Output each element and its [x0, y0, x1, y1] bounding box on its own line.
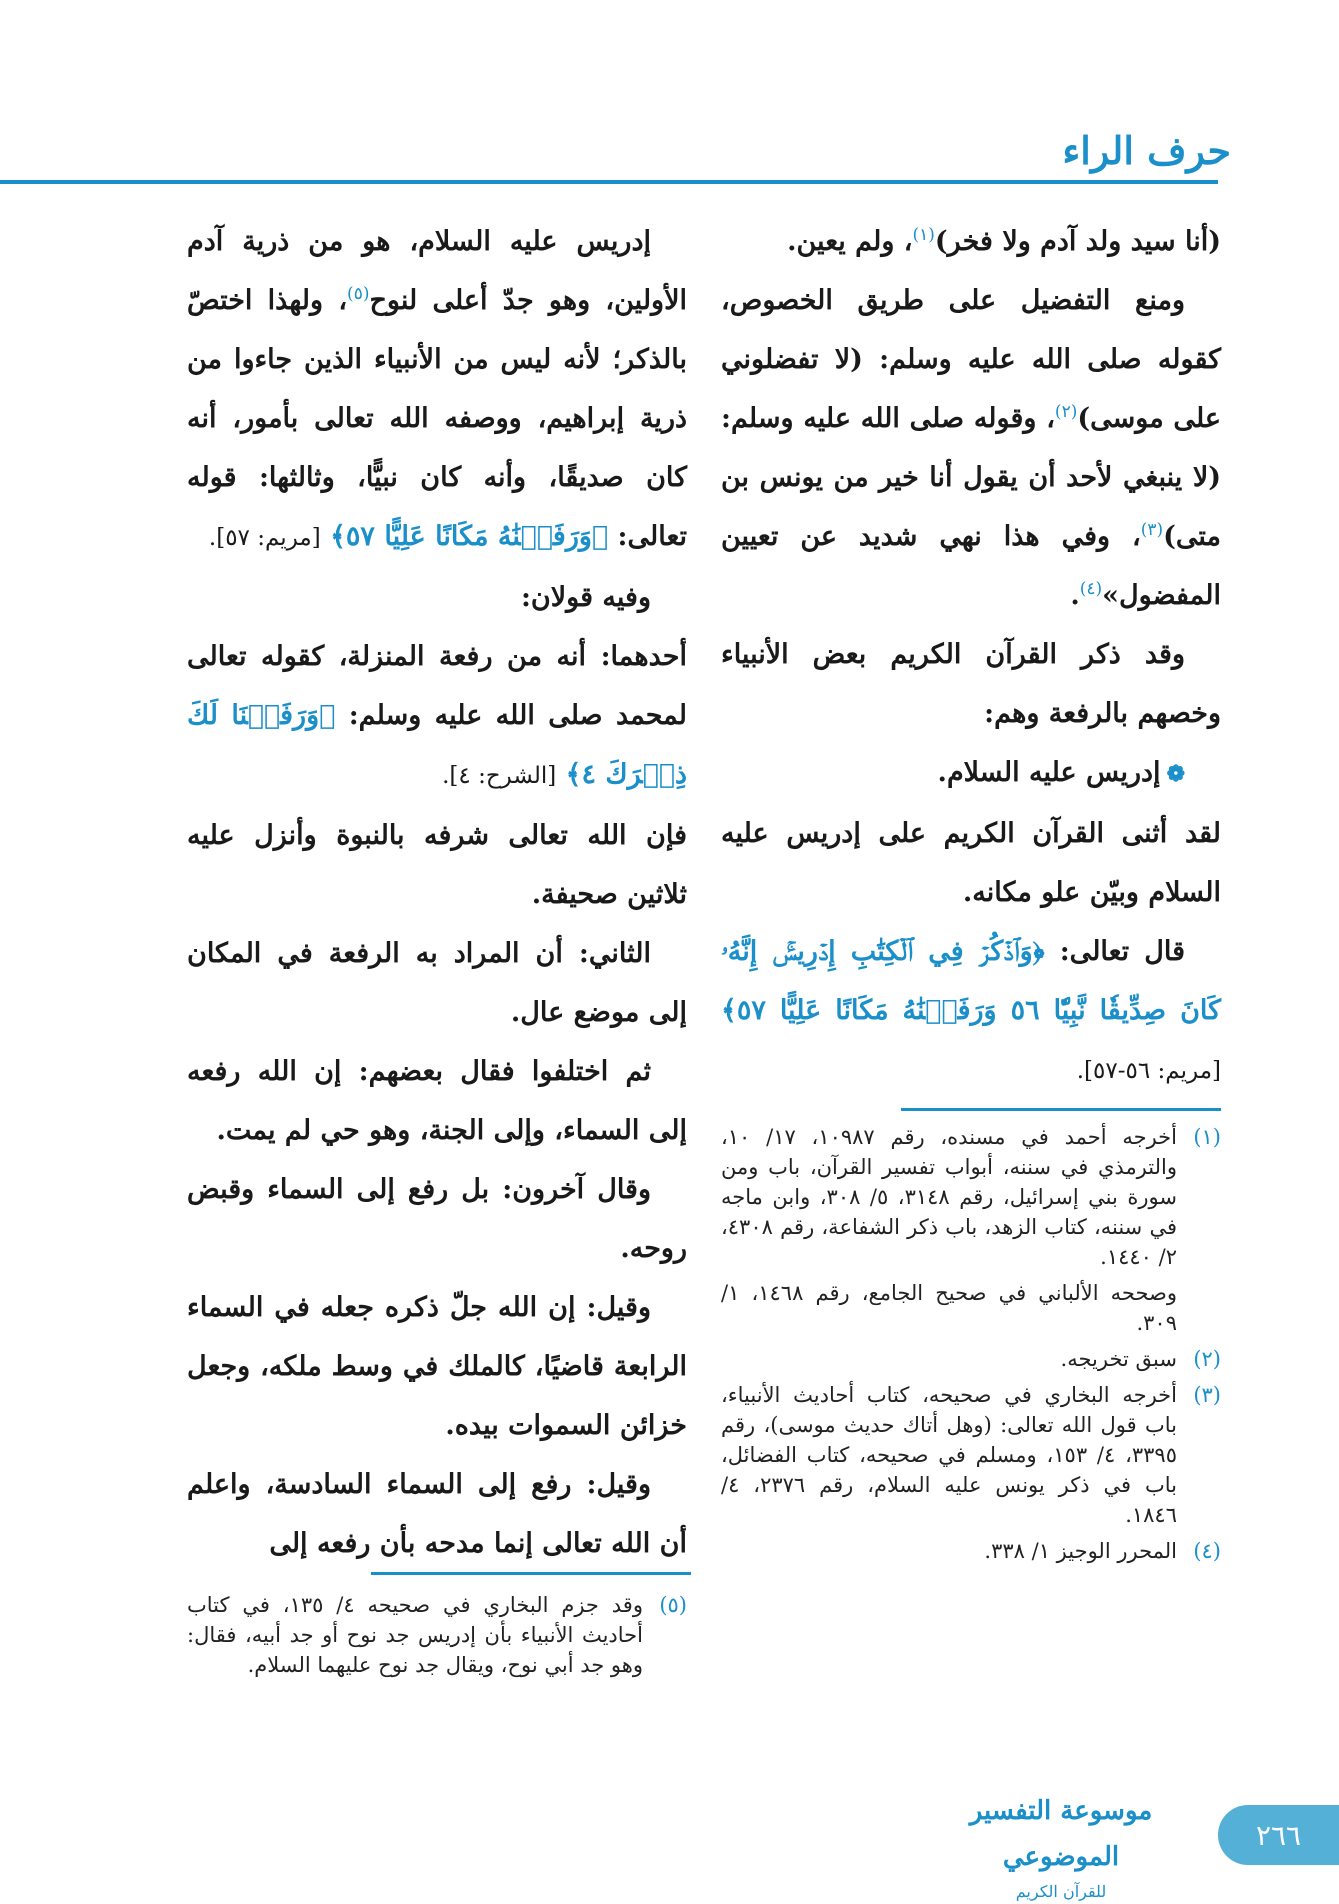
paragraph: (أنا سيد ولد آدم ولا فخر)$^{(١)}$، ولم يعين.	[787, 225, 1221, 257]
footnote-ref[interactable]: (٢)	[1054, 402, 1078, 422]
paragraph: وقد ذكر القرآن الكريم بعض الأنبياء وخصهم بالرفعة وهم:	[721, 639, 1221, 729]
paragraph: إدريس عليه السلام، هو من ذرية آدم الأولين، وهو جدّ أعلى لنوح$^{(٥)}$، ولهذا اختصّ بالذكر؛ لأنه ليس من الأنبياء الذين جاءوا من ذرية إبراهيم، ووصفه الله تعالى بأمور، أنه كان صديقًا، وأنه كان نبيًّا، وثالثها: قوله تعالى: ﴿وَرَفَعۡنَٰهُ مَكَانًا عَلِيًّا ٥٧﴾ [مريم: ٥٧].	[187, 226, 687, 552]
footnote-ref[interactable]: (٣)	[1140, 520, 1164, 540]
paragraph: لقد أثنى القرآن الكريم على إدريس عليه السلام وبيّن علو مكانه.	[721, 818, 1221, 908]
quran-verse: ﴿وَرَفَعۡنَا لَكَ ذِكۡرَكَ ٤﴾	[187, 700, 687, 790]
footnote: (٢) سبق تخريجه.	[1060, 1347, 1221, 1371]
footnote-divider	[901, 1108, 1221, 1111]
paragraph: قال تعالى: ﴿وَٱذۡكُرۡ فِي ٱلۡكِتَٰبِ إِدۡرِيسَۚ إِنَّهُۥ كَانَ صِدِّيقٗا نَّبِيّٗا ٥٦ وَرَفَعۡنَٰهُ مَكَانًا عَلِيًّا ٥٧﴾ [مريم: ٥٦-٥٧].	[721, 936, 1221, 1084]
quran-verse: ﴿وَٱذۡكُرۡ فِي ٱلۡكِتَٰبِ إِدۡرِيسَۚ إِنَّهُۥ كَانَ صِدِّيقٗا نَّبِيّٗا ٥٦ وَرَفَعۡنَٰهُ مَكَانًا عَلِيًّا ٥٧﴾	[721, 936, 1221, 1026]
footnote: (٣) أخرجه البخاري في صحيحه، كتاب أحاديث الأنبياء، باب قول الله تعالى: (وهل أتاك حديث موسى)، رقم ٣٣٩٥، ٤/ ١٥٣، ومسلم في صحيحه، كتاب الفضائل، باب في ذكر يونس عليه السلام، رقم ٢٣٧٦، ٤/ ١٨٤٦.	[721, 1383, 1221, 1527]
paragraph: وفيه قولان:	[520, 582, 651, 613]
footnote-continuation: وصححه الألباني في صحيح الجامع، رقم ١٤٦٨، ١/ ٣٠٩.	[721, 1281, 1178, 1335]
left-column	[187, 212, 687, 1573]
paragraph: وقال آخرون: بل رفع إلى السماء وقبض روحه.	[187, 1174, 687, 1264]
paragraph: وقيل: رفع إلى السماء السادسة، واعلم أن الله تعالى إنما مدحه بأن رفعه إلى	[187, 1469, 687, 1559]
footnotes-right	[721, 1122, 1221, 1572]
verse-reference: [الشرح: ٤].	[442, 763, 557, 789]
header-rule	[0, 180, 1218, 184]
paragraph: فإن الله تعالى شرفه بالنبوة وأنزل عليه ثلاثين صحيفة.	[187, 820, 687, 910]
encyclopedia-logo: موسوعة التفسير الموضوعي للقرآن الكريم	[969, 1796, 1153, 1901]
verse-reference: [مريم: ٥٦-٥٧].	[1076, 1058, 1221, 1084]
quran-verse: ﴿وَرَفَعۡنَٰهُ مَكَانًا عَلِيًّا ٥٧﴾	[330, 521, 609, 552]
footnote-ref[interactable]: (١)	[912, 225, 935, 245]
paragraph: أحدهما: أنه من رفعة المنزلة، كقوله تعالى لمحمد صلى الله عليه وسلم: ﴿وَرَفَعۡنَا لَكَ ذِكۡرَكَ ٤﴾ [الشرح: ٤].	[187, 641, 687, 790]
page-header-title: حرف الراء	[1062, 128, 1231, 173]
section-heading: ❁إدريس عليه السلام.	[937, 757, 1185, 788]
paragraph: ثم اختلفوا فقال بعضهم: إن الله رفعه إلى السماء، وإلى الجنة، وهو حي لم يمت.	[187, 1056, 687, 1146]
footnote-ref[interactable]: (٤)	[1079, 579, 1103, 599]
footnote-ref[interactable]: (٥)	[347, 284, 370, 304]
footnote: (٥) وقد جزم البخاري في صحيحه ٤/ ١٣٥، في كتاب أحاديث الأنبياء بأن إدريس جد نوح أو جد أبيه، فقال: وهو جد أبي نوح، ويقال جد نوح عليهما السلام.	[187, 1593, 687, 1677]
paragraph: الثاني: أن المراد به الرفعة في المكان إلى موضع عال.	[187, 938, 687, 1028]
flower-bullet-icon: ❁	[1166, 761, 1185, 787]
page-number-badge: ٢٦٦	[1218, 1805, 1339, 1865]
verse-reference: [مريم: ٥٧].	[208, 525, 321, 551]
footnotes-left	[187, 1590, 687, 1686]
paragraph: ومنع التفضيل على طريق الخصوص، كقوله صلى الله عليه وسلم: (لا تفضلوني على موسى)$^{(٢)}$، وقوله صلى الله عليه وسلم: (لا ينبغي لأحد أن يقول أنا خير من يونس بن متى)$^{(٣)}$، وفي هذا نهي شديد عن تعيين المفضول»$^{(٤)}$.	[721, 285, 1221, 611]
paragraph: وقيل: إن الله جلّ ذكره جعله في السماء الرابعة قاضيًا، كالملك في وسط ملكه، وجعل خزائن السموات بيده.	[187, 1292, 687, 1441]
right-column	[721, 212, 1221, 1101]
footnote-divider	[371, 1572, 691, 1575]
footnote: (١) أخرجه أحمد في مسنده، رقم ١٠٩٨٧، ١٧/ ١٠، والترمذي في سننه، أبواب تفسير القرآن، باب ومن سورة بني إسرائيل، رقم ٣١٤٨، ٥/ ٣٠٨، وابن ماجه في سننه، كتاب الزهد، باب ذكر الشفاعة، رقم ٤٣٠٨، ٢/ ١٤٤٠.	[721, 1125, 1221, 1269]
footnote: (٤) المحرر الوجيز ١/ ٣٣٨.	[984, 1539, 1221, 1563]
